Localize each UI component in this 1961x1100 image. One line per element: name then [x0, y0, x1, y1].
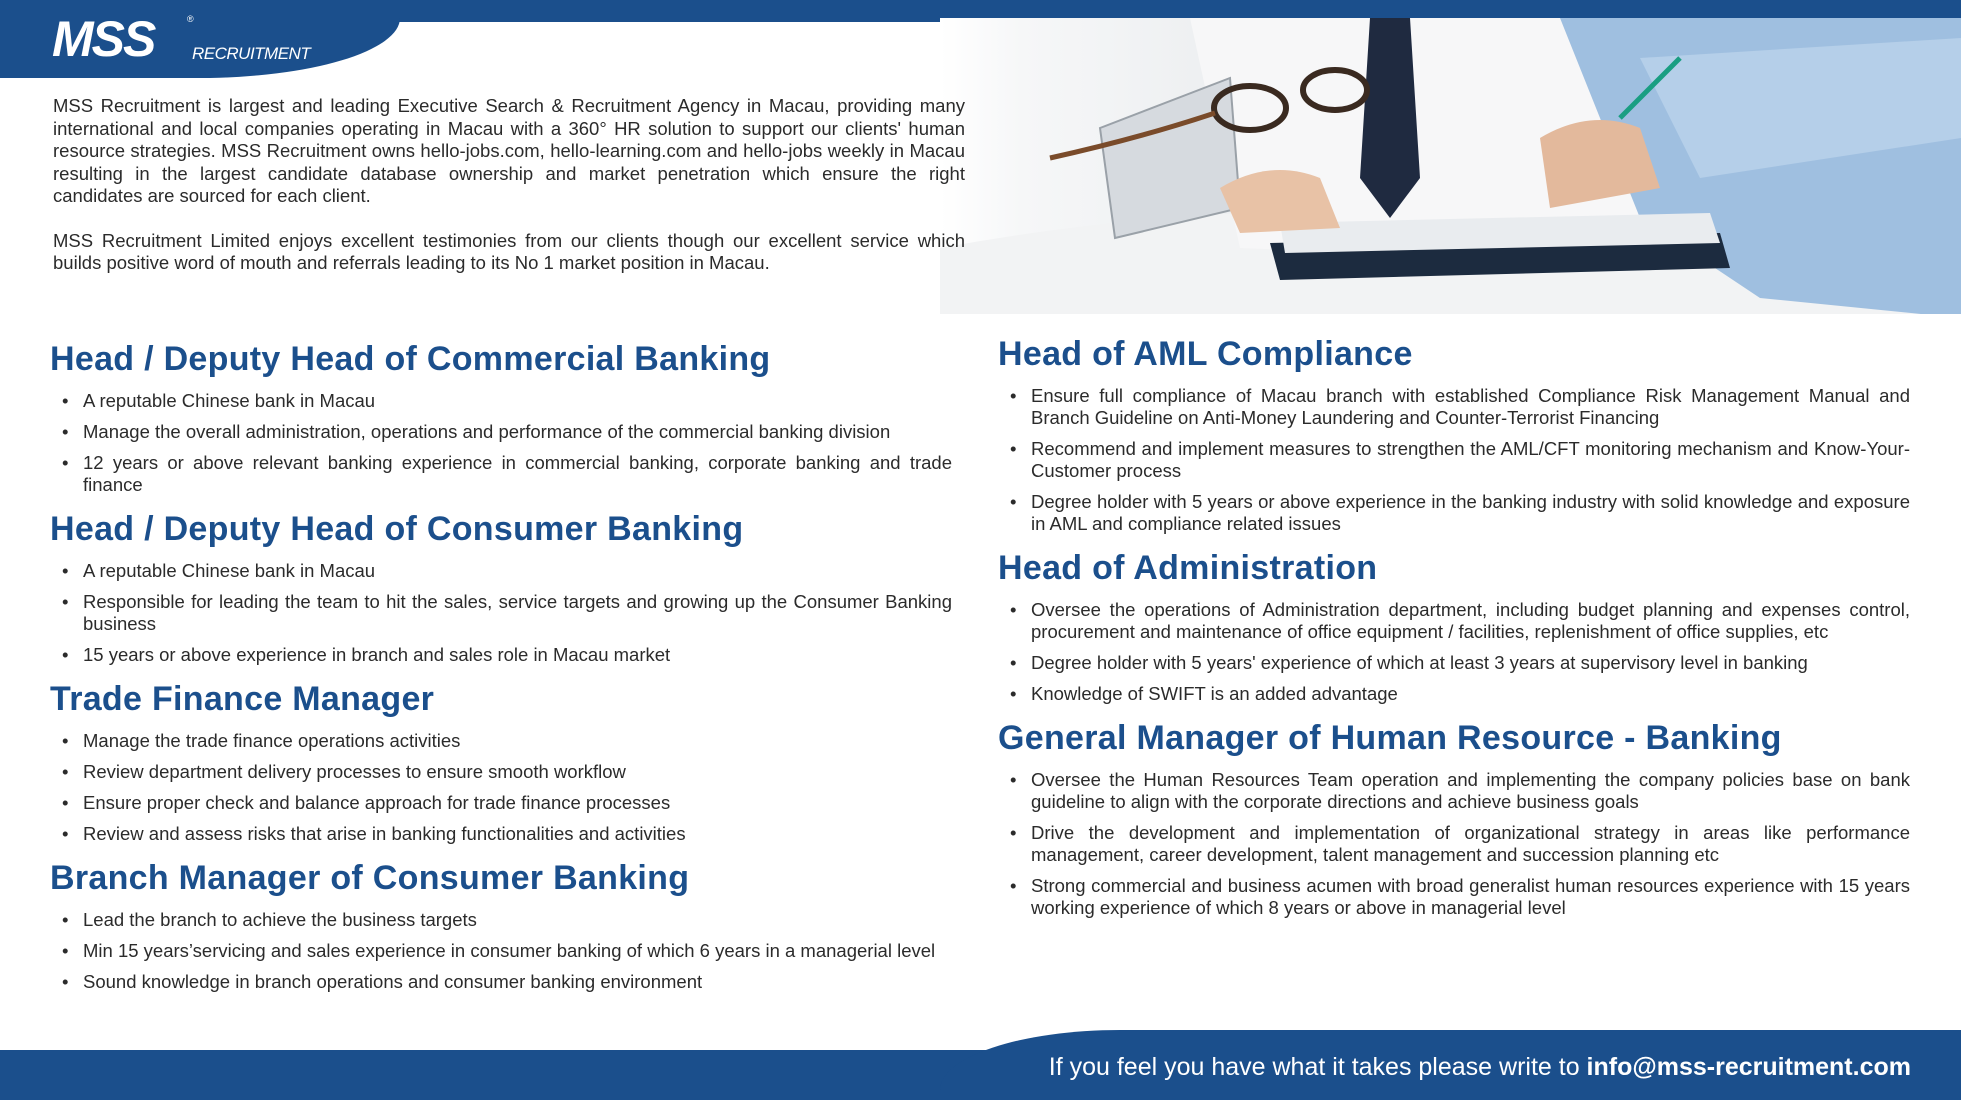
- list-item: • Strong commercial and business acumen with broad generalist human resources experience with 15 years working experience of which 8 years or above in managerial level: [998, 875, 1910, 919]
- logo-subtitle: RECRUITMENT: [192, 44, 311, 63]
- list-item: • Lead the branch to achieve the business targets: [50, 909, 952, 931]
- job-requirements: [998, 599, 1910, 705]
- list-item: • Sound knowledge in branch operations and consumer banking environment: [50, 971, 952, 993]
- job-requirements: [50, 390, 952, 496]
- intro-paragraph-2: MSS Recruitment Limited enjoys excellent testimonies from our clients though our excellent service which builds positive word of mouth and referrals leading to its No 1 market position in Macau.: [53, 229, 965, 273]
- job-branch-manager: [50, 857, 952, 993]
- list-item: • Manage the trade finance operations activities: [50, 730, 952, 752]
- contact-line: [1049, 1052, 1911, 1082]
- list-item: • Degree holder with 5 years or above experience in the banking industry with solid knowledge and exposure in AML and compliance related issues: [998, 491, 1910, 535]
- job-trade-finance-manager: [50, 678, 952, 845]
- list-item: • Recommend and implement measures to strengthen the AML/CFT monitoring mechanism and Know-Your-Customer process: [998, 438, 1910, 482]
- job-requirements: [50, 730, 952, 845]
- job-title: General Manager of Human Resource - Banking: [998, 719, 1782, 757]
- job-requirements: [998, 385, 1910, 535]
- intro-paragraph-1: MSS Recruitment is largest and leading Executive Search & Recruitment Agency in Macau, providing many international and local companies operating in Macau with a 360° HR solution to support our clients' human resource strategies. MSS Recruitment owns hello-jobs.com, hello-learning.com and hello-jobs weekly in Macau resulting in the largest candidate database ownership and market penetration which ensure the right candidates are sourced for each client.: [53, 95, 965, 206]
- job-title: Head / Deputy Head of Consumer Banking: [50, 510, 744, 548]
- contact-email[interactable]: info@mss-recruitment.com: [1586, 1053, 1911, 1081]
- right-column: [998, 333, 1910, 931]
- list-item: • Knowledge of SWIFT is an added advantage: [998, 683, 1910, 705]
- list-item: • Review and assess risks that arise in banking functionalities and activities: [50, 823, 952, 845]
- list-item: • Responsible for leading the team to hit the sales, service targets and growing up the Consumer Banking business: [50, 591, 952, 635]
- list-item: • Ensure proper check and balance approach for trade finance processes: [50, 792, 952, 814]
- job-consumer-banking: [50, 508, 952, 666]
- contact-prefix: If you feel you have what it takes please write to: [1048, 1053, 1587, 1081]
- list-item: • A reputable Chinese bank in Macau: [50, 390, 952, 412]
- list-item: • Review department delivery processes to ensure smooth workflow: [50, 761, 952, 783]
- job-title: Head / Deputy Head of Commercial Banking: [50, 340, 771, 378]
- job-commercial-banking: [50, 338, 952, 496]
- left-column: [50, 338, 952, 1005]
- list-item: • Manage the overall administration, operations and performance of the commercial banking division: [50, 421, 952, 443]
- office-photo: [940, 18, 1961, 314]
- list-item: • Min 15 years’servicing and sales experience in consumer banking of which 6 years in a managerial level: [50, 940, 952, 962]
- list-item: • A reputable Chinese bank in Macau: [50, 560, 952, 582]
- job-title: Branch Manager of Consumer Banking: [50, 859, 690, 897]
- list-item: • 15 years or above experience in branch and sales role in Macau market: [50, 644, 952, 666]
- list-item: • Drive the development and implementation of organizational strategy in areas like performance management, career development, talent management and succession planning etc: [998, 822, 1910, 866]
- job-hr-general-manager: [998, 717, 1910, 919]
- job-administration: [998, 547, 1910, 705]
- list-item: • Oversee the Human Resources Team operation and implementing the company policies base on bank guideline to align with the corporate directions and achieve business goals: [998, 769, 1910, 813]
- logo-area: [0, 0, 400, 78]
- job-requirements: [50, 560, 952, 666]
- job-title: Trade Finance Manager: [50, 680, 435, 718]
- logo-registered-mark: ®: [187, 14, 194, 24]
- list-item: • 12 years or above relevant banking experience in commercial banking, corporate banking and trade finance: [50, 452, 952, 496]
- intro-text: [53, 95, 965, 297]
- list-item: • Degree holder with 5 years' experience of which at least 3 years at supervisory level in banking: [998, 652, 1910, 674]
- job-aml-compliance: [998, 333, 1910, 535]
- list-item: • Ensure full compliance of Macau branch with established Compliance Risk Management Manual and Branch Guideline on Anti-Money Laundering and Counter-Terrorist Financing: [998, 385, 1910, 429]
- job-title: Head of AML Compliance: [998, 335, 1413, 373]
- logo: MSS: [52, 11, 155, 67]
- job-requirements: [50, 909, 952, 993]
- list-item: • Oversee the operations of Administration department, including budget planning and expenses control, procurement and maintenance of office equipment / facilities, replenishment of office supplies, etc: [998, 599, 1910, 643]
- job-requirements: [998, 769, 1910, 919]
- job-title: Head of Administration: [998, 549, 1378, 587]
